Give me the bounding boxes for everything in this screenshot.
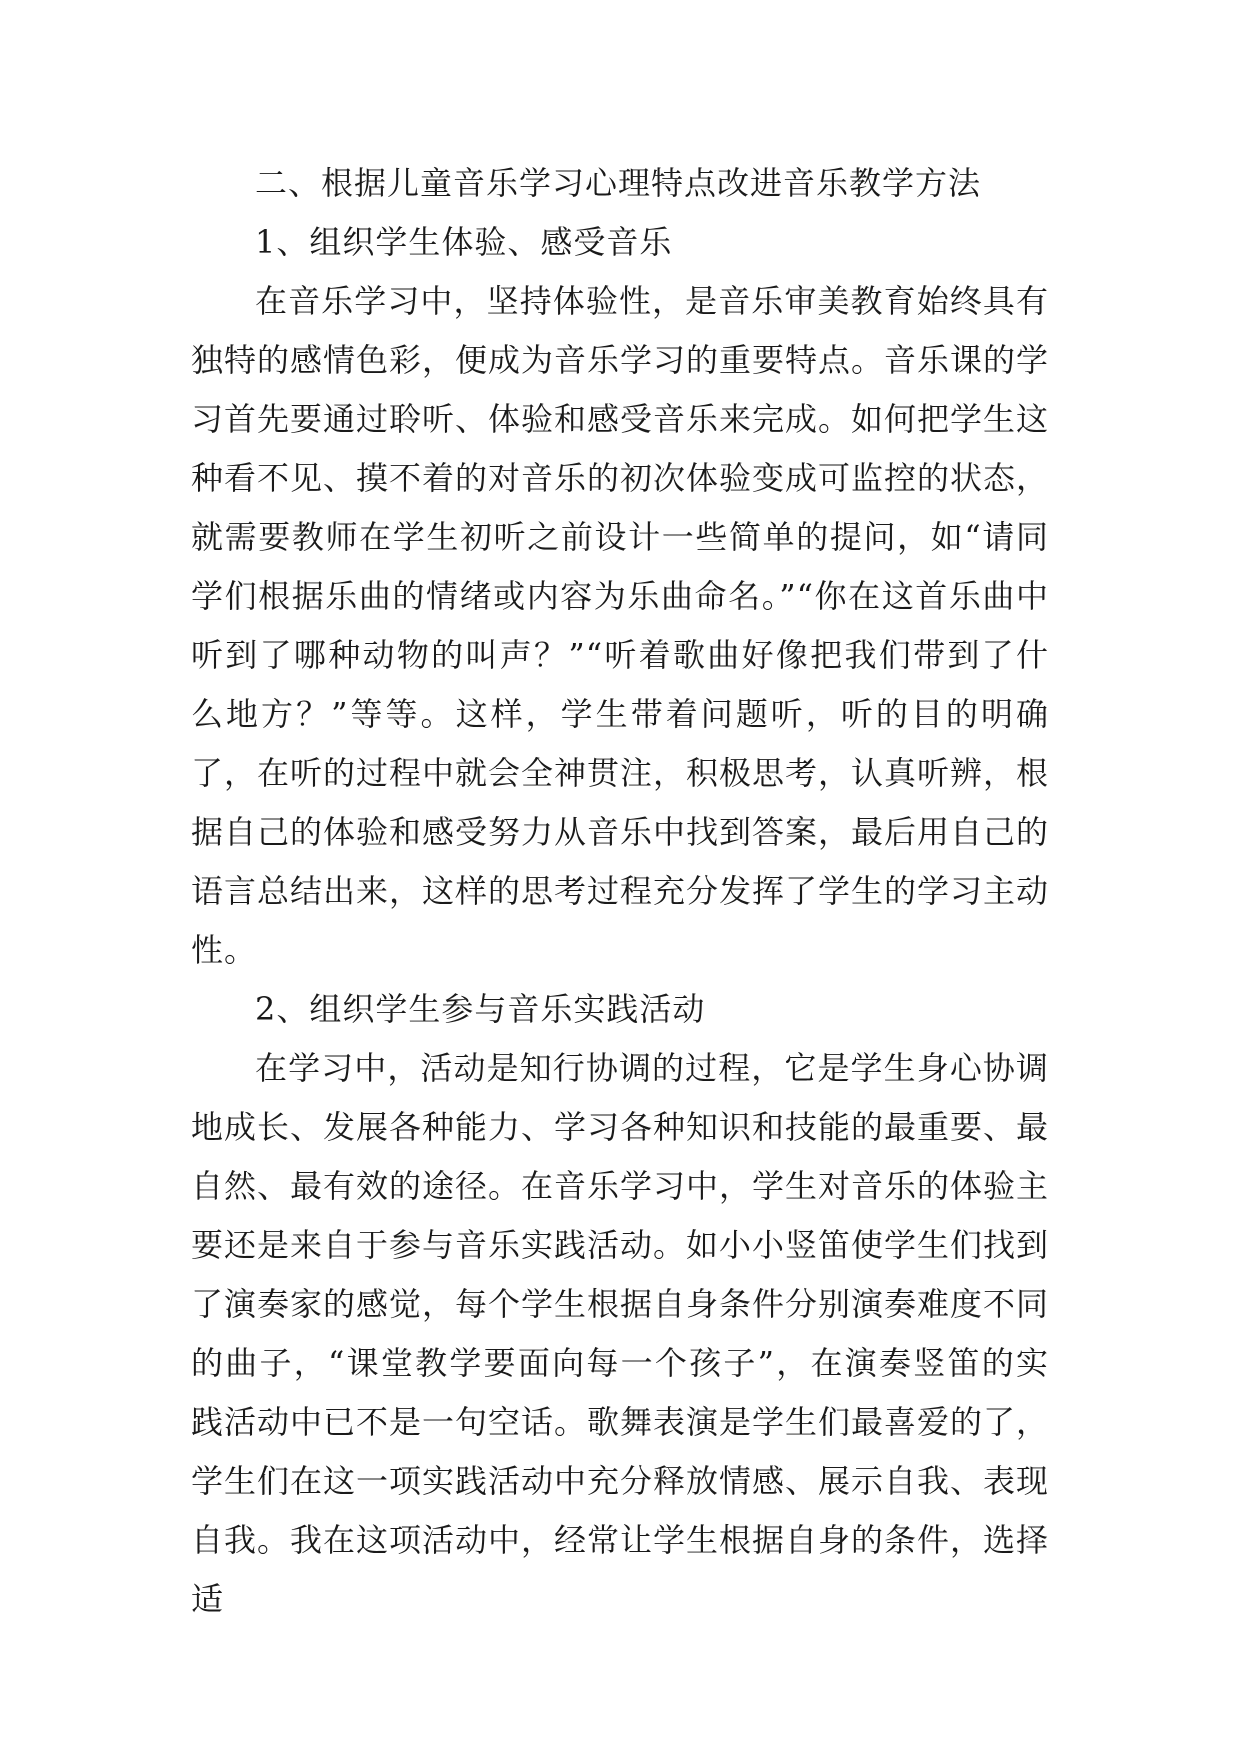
subsection-1-heading: 1、组织学生体验、感受音乐 <box>255 223 673 261</box>
subsection-1-paragraph: 在音乐学习中，坚持体验性，是音乐审美教育始终具有独特的感情色彩，便成为音乐学习的重要特点。音乐课的学习首先要通过聆听、体验和感受音乐来完成。如何把学生这种看不见、摸不着的对音乐的初次体验变成可监控的状态，就需要教师在学生初听之前设计一些简单的提问，如“请同学们根据乐曲的情绪或内容为乐曲命名。”“你在这首乐曲中听到了哪种动物的叫声？”“听着歌曲好像把我们带到了什么地方？”等等。这样，学生带着问题听，听的目的明确了，在听的过程中就会全神贯注，积极思考，认真听辨，根据自己的体验和感受努力从音乐中找到答案，最后用自己的语言总结出来，这样的思考过程充分发挥了学生的学习主动性。 <box>191 282 1050 969</box>
section-heading: 二、根据儿童音乐学习心理特点改进音乐教学方法 <box>255 164 982 202</box>
subsection-2-paragraph: 在学习中，活动是知行协调的过程，它是学生身心协调地成长、发展各种能力、学习各种知识和技能的最重要、最自然、最有效的途径。在音乐学习中，学生对音乐的体验主要还是来自于参与音乐实践活动。如小小竖笛使学生们找到了演奏家的感觉，每个学生根据自身条件分别演奏难度不同的曲子，“课堂教学要面向每一个孩子”，在演奏竖笛的实践活动中已不是一句空话。歌舞表演是学生们最喜爱的了，学生们在这一项实践活动中充分释放情感、展示自我、表现自我。我在这项活动中，经常让学生根据自身的条件，选择适 <box>191 1049 1050 1618</box>
document-body <box>191 154 1049 1629</box>
subsection-2-heading: 2、组织学生参与音乐实践活动 <box>255 990 706 1028</box>
